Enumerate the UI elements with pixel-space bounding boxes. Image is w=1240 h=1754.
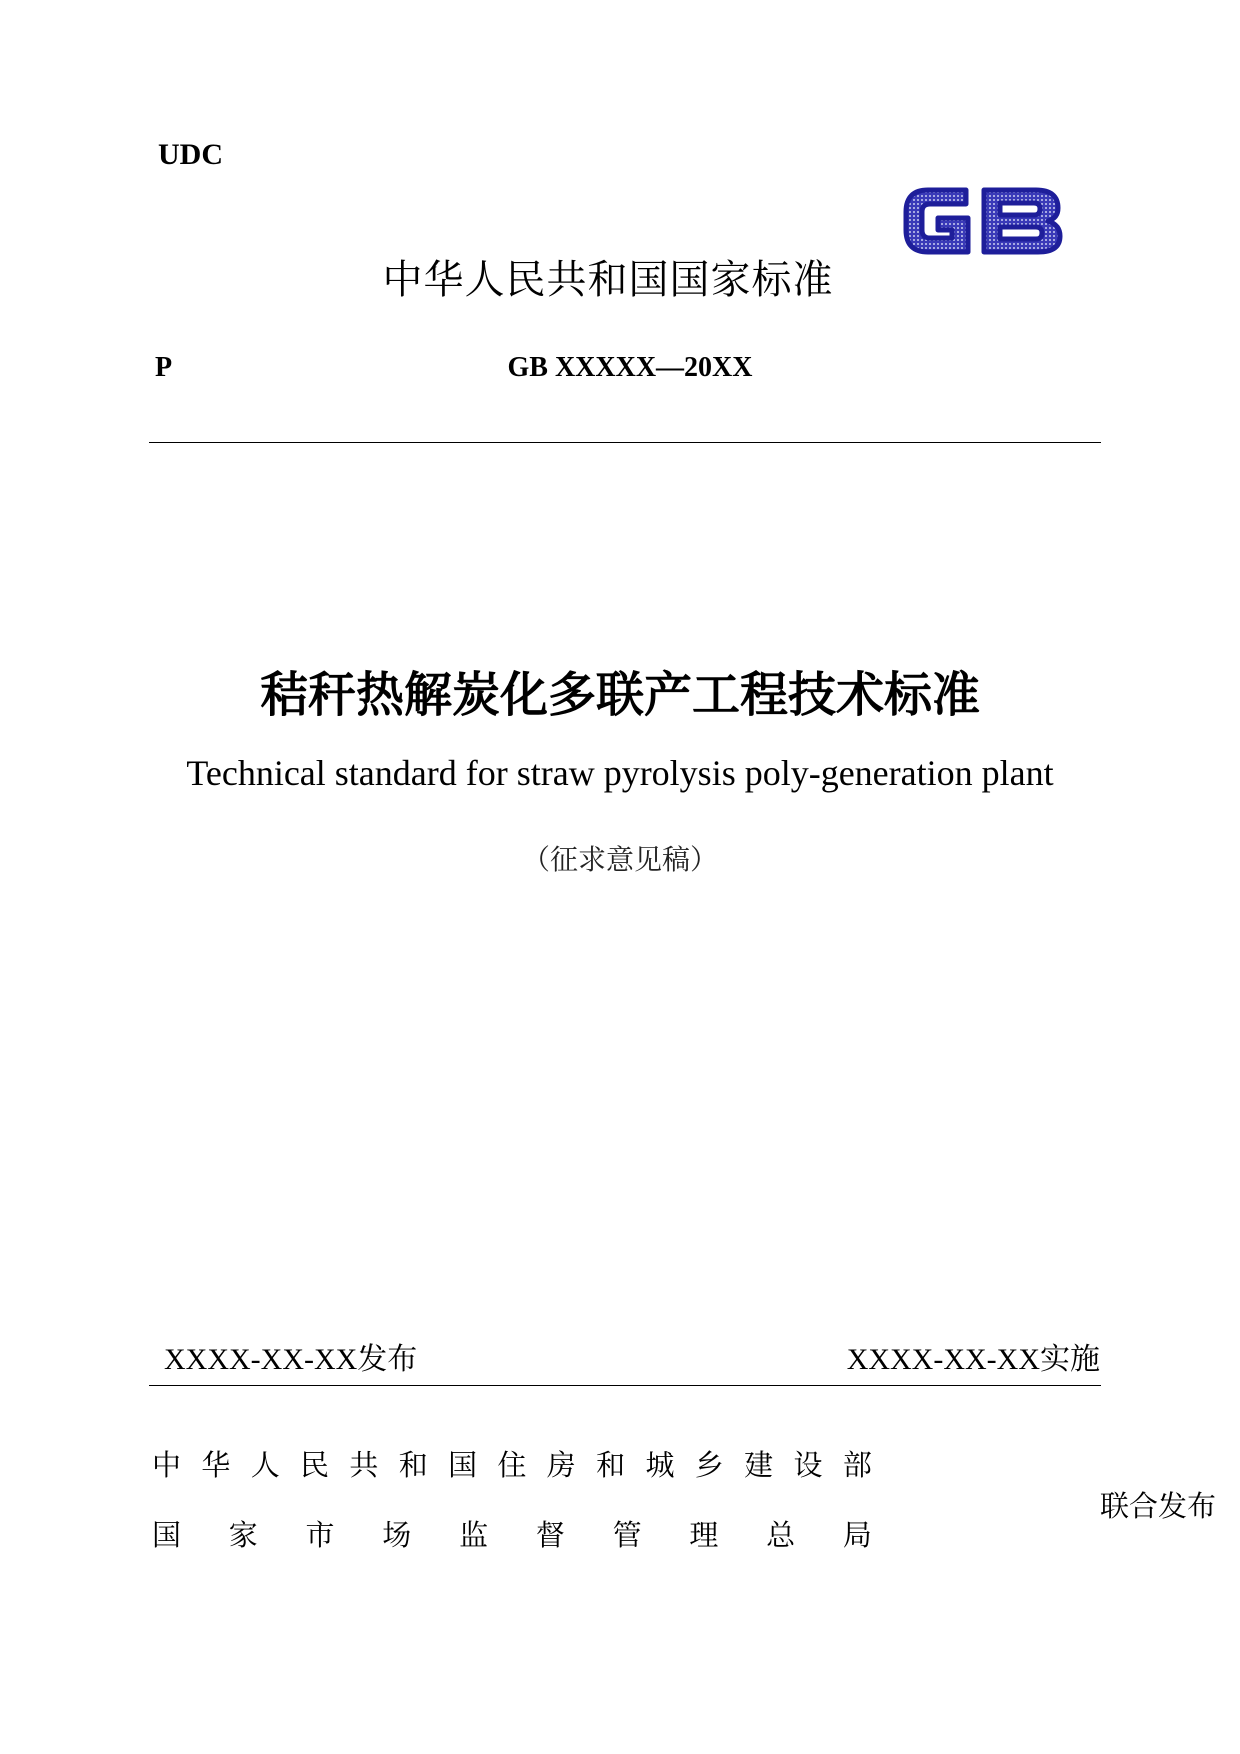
issuer-char: 理 bbox=[689, 1518, 719, 1552]
standard-code bbox=[0, 352, 1240, 384]
issuer-org-2 bbox=[152, 1513, 872, 1554]
issuer-char: 管 bbox=[612, 1518, 642, 1552]
classification-code: P bbox=[155, 352, 173, 383]
issuer-char: 市 bbox=[305, 1518, 335, 1552]
standard-code-text: GB XXXXX—20XX bbox=[507, 352, 753, 383]
implementation-date: XXXX-XX-XX实施 bbox=[846, 1343, 1100, 1376]
joint-issue-label: 联合发布 bbox=[1100, 1489, 1217, 1523]
issuer-char: 和 bbox=[398, 1448, 428, 1482]
issuer-char: 住 bbox=[497, 1448, 527, 1482]
title-chinese: 秸秆热解炭化多联产工程技术标准 bbox=[259, 667, 980, 723]
udc-label: UDC bbox=[158, 138, 223, 171]
national-standard-text: 中华人民共和国国家标准 bbox=[382, 257, 834, 303]
issuer-char: 设 bbox=[793, 1448, 823, 1482]
issuer-char: 共 bbox=[349, 1448, 379, 1482]
issuer-char: 中 bbox=[152, 1448, 182, 1482]
issuer-char: 乡 bbox=[694, 1448, 724, 1482]
issuer-char: 总 bbox=[766, 1518, 796, 1552]
issuer-char: 家 bbox=[228, 1518, 258, 1552]
issuer-char: 房 bbox=[546, 1448, 576, 1482]
issuer-char: 民 bbox=[300, 1448, 330, 1482]
issuer-char: 场 bbox=[382, 1518, 412, 1552]
title-english: Technical standard for straw pyrolysis poly-generation plant bbox=[186, 753, 1054, 793]
issuer-char: 部 bbox=[842, 1448, 872, 1482]
national-standard-heading bbox=[0, 248, 1240, 305]
issuer-char: 人 bbox=[250, 1448, 280, 1482]
issuer-char: 国 bbox=[152, 1518, 182, 1552]
issuer-char: 华 bbox=[201, 1448, 231, 1482]
draft-note: （征求意见稿） bbox=[521, 843, 718, 876]
issuer-org-1 bbox=[152, 1443, 872, 1484]
issuer-char: 局 bbox=[842, 1518, 872, 1552]
top-divider bbox=[149, 442, 1101, 443]
issuer-char: 建 bbox=[744, 1448, 774, 1482]
issuer-char: 国 bbox=[448, 1448, 478, 1482]
bottom-divider bbox=[149, 1385, 1101, 1386]
issuer-char: 和 bbox=[596, 1448, 626, 1482]
issue-date: XXXX-XX-XX发布 bbox=[164, 1343, 418, 1376]
issuer-char: 城 bbox=[645, 1448, 675, 1482]
issuer-char: 督 bbox=[535, 1518, 565, 1552]
issuer-char: 监 bbox=[459, 1518, 489, 1552]
